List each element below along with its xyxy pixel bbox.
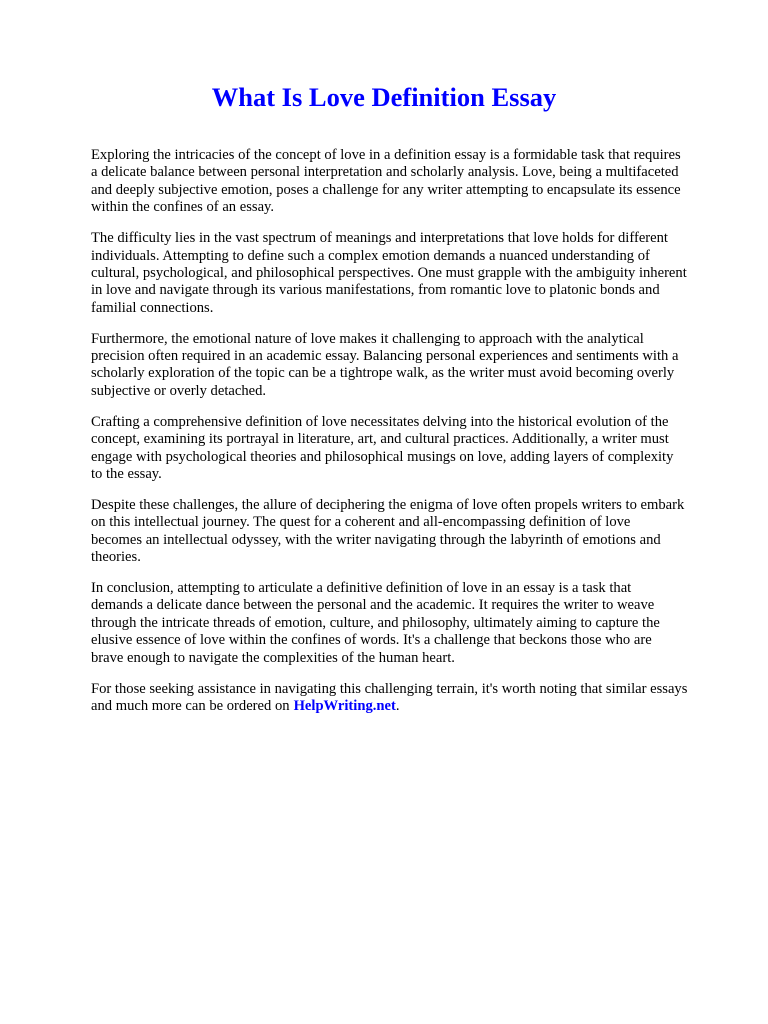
essay-body	[91, 147, 731, 729]
helpwriting-link[interactable]: HelpWriting.net	[293, 697, 396, 714]
paragraph-4: Crafting a comprehensive definition of love necessitates delving into the historical evolution of the concept, examining its portrayal in literature, art, and cultural practices. Additionally, a writer must engage with psychological theories and philosophical musings on love, adding layers of complexity to the essay.	[91, 413, 674, 482]
paragraph-3: Furthermore, the emotional nature of love makes it challenging to approach with the analytical precision often required in an academic essay. Balancing personal experiences and sentiments with a scholarly exploration of the topic can be a tightrope walk, as the writer must avoid becoming overly subjective or overly detached.	[91, 330, 679, 399]
closing-period: .	[395, 697, 400, 714]
closing-paragraph	[91, 681, 731, 716]
closing-text: For those seeking assistance in navigating this challenging terrain, it's worth noting that similar essays and much more can be ordered on	[91, 680, 688, 714]
paragraph-6: In conclusion, attempting to articulate a definitive definition of love in an essay is a task that demands a delicate dance between the personal and the academic. It requires the writer to weave through the intricate threads of emotion, culture, and philosophy, ultimately aiming to capture the elusive essence of love within the confines of words. It's a challenge that beckons those who are brave enough to navigate the complexities of the human heart.	[91, 580, 660, 666]
paragraph-1: Exploring the intricacies of the concept of love in a definition essay is a formidable task that requires a delicate balance between personal interpretation and scholarly analysis. Love, being a multifaceted and deeply subjective emotion, poses a challenge for any writer attempting to encapsulate its essence within the confines of an essay.	[91, 147, 681, 216]
page-title: What Is Love Definition Essay	[211, 82, 557, 112]
paragraph-2: The difficulty lies in the vast spectrum of meanings and interpretations that love holds for different individuals. Attempting to define such a complex emotion demands a nuanced understanding of cultural, psychological, and philosophical perspectives. One must grapple with the ambiguity inherent in love and navigate through its various manifestations, from romantic love to platonic bonds and familial connections.	[91, 230, 687, 316]
paragraph-5: Despite these challenges, the allure of deciphering the enigma of love often propels writers to embark on this intellectual journey. The quest for a coherent and all-encompassing definition of love becomes an intellectual odyssey, with the writer navigating through the labyrinth of emotions and theories.	[91, 496, 685, 566]
